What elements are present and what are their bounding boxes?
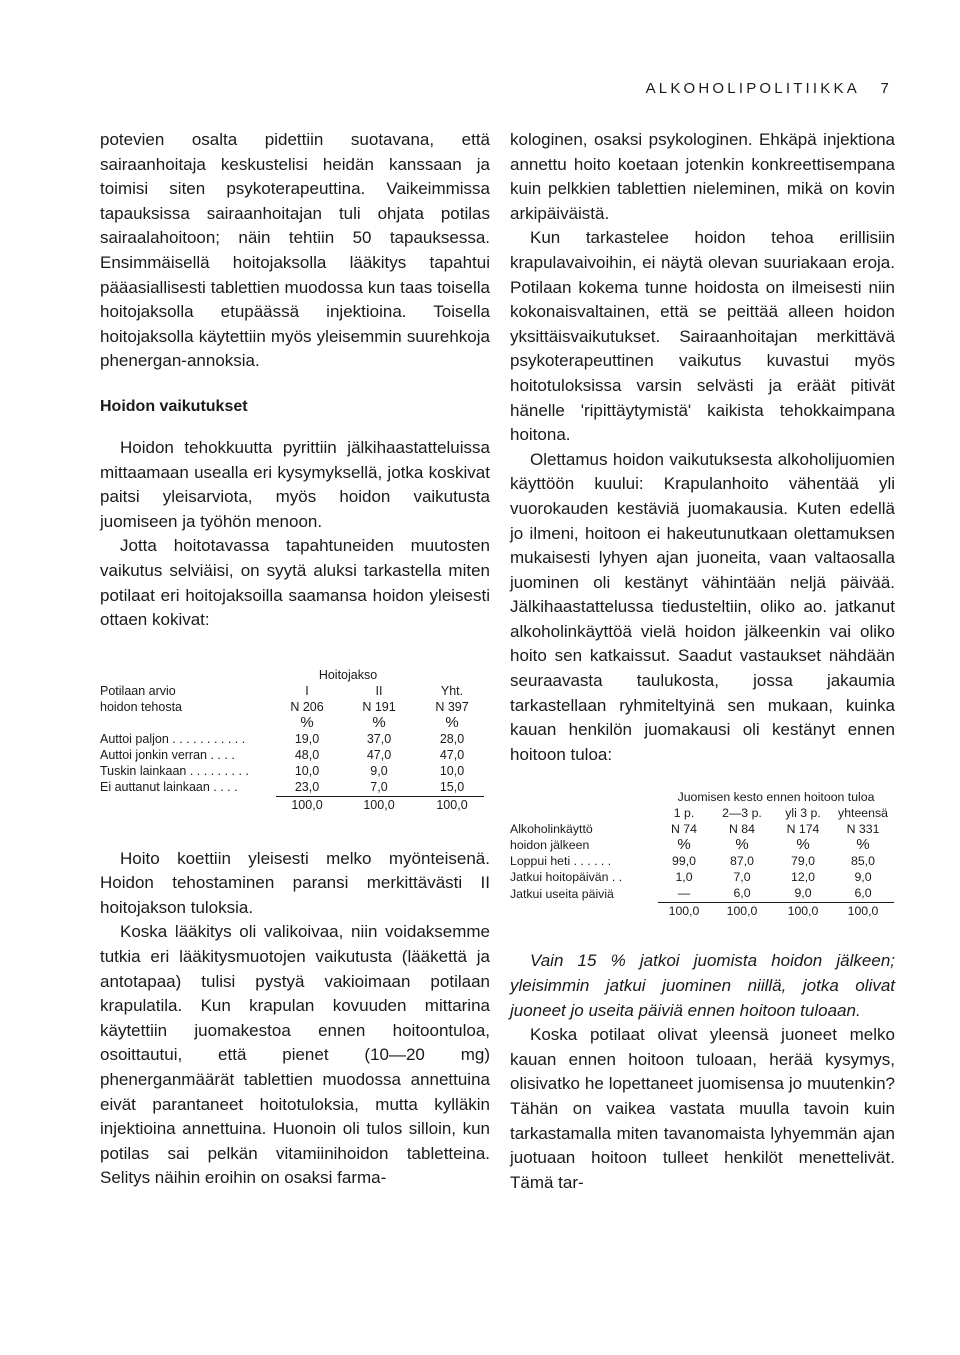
total-cell: 100,0 (291, 797, 323, 812)
total-cell: 100,0 (726, 904, 758, 919)
unit: % (677, 836, 691, 854)
cell: 47,0 (366, 747, 392, 762)
table-row (510, 853, 894, 869)
dot-leader: . . . . . . (570, 854, 612, 869)
cell: 79,0 (791, 854, 815, 869)
dot-leader: . . (608, 870, 623, 885)
paragraph: potevien osalta pidettiin suotavana, että sairaanhoitaja keskustelisi heidän kanssaan ja toimisi siten psykoterapeuttina. Vaikeimmissa tapauksissa sairaanhoitajan tuli ohjata potilas sairaalahoitoon; näin tehtiin 50 tapauksessa. Ensimmäisellä hoitojaksolla lääkitys tapahtui pääasiallisesti tablettien muodossa kun taas toisella hoitojaksolla etupäässä injektioina. Toisella hoitojaksolla käytettiin myös yleisemmin suurehkoja phenergan-annoksia. (100, 130, 490, 371)
cell: 6,0 (832, 885, 894, 903)
paragraph-emphasis: Vain 15 % jatkoi juomista hoidon jälkeen; yleisimmin jatkui juominen niillä, jotka olivat juoneet jo useita päiviä ennen hoitoon tuloaan. (510, 951, 895, 1020)
total-cell: 100,0 (847, 904, 879, 919)
paragraph: kologinen, osaksi psykologinen. Ehkäpä injektiona annettu hoito koetaan jotenkin konkreettisempana kuin pelkkien tablettien nieleminen, mikä on kovin arkipäiväistä. (510, 130, 895, 223)
unit: % (300, 713, 314, 731)
dot-leader: . . . . . . . . . . . (168, 731, 246, 746)
running-header (646, 80, 892, 97)
row-label: hoidon jälkeen (510, 838, 590, 853)
table-row (100, 731, 484, 747)
cell: 7,0 (733, 870, 751, 885)
paragraph: Kun tarkastelee hoidon tehoa erillisiin krapulavaivoihin, ei näytä olevan suuriakaan eroja. Potilaan kokema tunne hoidosta on ilmeisesti niin kokonaisvaltainen, että se peittää alleen hoidon yksittäisvaikutukset. Sairaanhoitajan merkittävä psykoterapeuttinen vaikutus kuvastui myös hoitotuloksissa varsin selvästi ja eräät pitivät hänelle 'ripittäytymistä' kaikista tehokkaimpana hoitona. (510, 228, 895, 445)
table-row (510, 869, 894, 885)
unit: % (735, 836, 749, 854)
column-header: 2—3 p. (722, 806, 762, 821)
cell: 48,0 (294, 747, 320, 762)
row-label: Jatkui hoitopäivän (510, 870, 609, 885)
paragraph: Koska potilaat olivat yleensä juoneet melko kauan ennen hoitoon tuloaan, herää kysymys, olisivatko he lopettaneet juomisensa jo muutenkin? Tähän on vaikea vastata muulla tavoin kuin tarkastamalla miten tavanomaista lyhyemmän ajan juotuaan hoitoon tulleet henkilöt menettelivät. Tämä tar- (510, 1025, 895, 1192)
unit: % (856, 836, 870, 854)
table-row (100, 779, 484, 797)
section-heading: Hoidon vaikutukset (100, 397, 248, 415)
unit: % (372, 713, 386, 731)
dot-leader: . . . . (207, 747, 235, 762)
total-cell: 100,0 (668, 904, 700, 919)
cell: 28,0 (439, 731, 465, 746)
column-header: II (375, 683, 383, 698)
cell: 37,0 (366, 731, 392, 746)
cell: 7,0 (338, 779, 420, 797)
cell: 12,0 (791, 870, 815, 885)
table-row (100, 747, 484, 763)
total-cell: 100,0 (787, 904, 819, 919)
column-header: Yht. (440, 683, 464, 698)
column-header: yhteensä (838, 806, 888, 821)
row-label: hoidon tehosta (100, 699, 183, 714)
table-group-header: Juomisen kesto ennen hoitoon tuloa (677, 790, 875, 805)
cell: 10,0 (294, 763, 320, 778)
dot-leader: . . . . (209, 780, 238, 795)
cell: 6,0 (710, 885, 774, 903)
n-value: N 397 (435, 699, 469, 714)
left-column (100, 128, 490, 1191)
row-label: Loppui heti (510, 854, 571, 869)
cell: 99,0 (672, 854, 696, 869)
table-row (100, 763, 484, 779)
total-cell: 100,0 (436, 797, 468, 812)
cell: — (658, 885, 710, 903)
total-cell: 100,0 (363, 797, 395, 812)
cell: 23,0 (276, 779, 338, 797)
table-juomisen-kesto (510, 789, 895, 919)
row-label: Auttoi jonkin verran (100, 747, 208, 762)
cell: 9,0 (854, 870, 872, 885)
cell: 19,0 (294, 731, 320, 746)
cell: 87,0 (730, 854, 754, 869)
row-label: Potilaan arvio (100, 683, 176, 698)
row-label: Alkoholinkäyttö (510, 822, 593, 837)
row-label: Tuskin lainkaan (100, 763, 187, 778)
table-total-row (510, 903, 894, 920)
cell: 15,0 (420, 779, 484, 797)
unit: % (445, 713, 459, 731)
running-title: ALKOHOLIPOLITIIKKA (645, 80, 860, 97)
table-row (510, 885, 894, 903)
column-header: I (305, 683, 309, 698)
right-column (510, 128, 895, 1195)
n-value: N 174 (786, 822, 820, 837)
row-label: Ei auttanut lainkaan (100, 780, 210, 795)
n-value: N 74 (671, 822, 697, 837)
paragraph: Hoito koettiin yleisesti melko myönteisenä. Hoidon tehostaminen paransi merkittävästi II hoitojakson tuloksia. (100, 848, 490, 917)
n-value: N 84 (729, 822, 755, 837)
dot-leader: . . . . . . . . . (186, 763, 249, 778)
n-value: N 206 (290, 699, 324, 714)
table-group-header: Hoitojakso (318, 667, 378, 682)
cell: 9,0 (774, 885, 832, 903)
cell: 85,0 (851, 854, 875, 869)
n-value: N 191 (362, 699, 396, 714)
row-label: Jatkui useita päiviä (510, 887, 614, 902)
table-hoidon-teho (100, 667, 490, 813)
paragraph: Hoidon tehokkuutta pyrittiin jälkihaastatteluissa mittaamaan usealla eri kysymyksellä, jotka koskivat paitsi yleisarviota, myös hoidon vaikutusta juomiseen ja työhön menoon. (100, 437, 490, 531)
cell: 10,0 (439, 763, 465, 778)
row-label: Auttoi paljon (100, 731, 169, 746)
cell: 1,0 (675, 870, 693, 885)
n-value: N 331 (846, 822, 880, 837)
table-total-row (100, 796, 484, 813)
column-header: 1 p. (673, 806, 695, 821)
paragraph: Jotta hoitotavassa tapahtuneiden muutosten vaikutus selviäisi, on syytä aluksi tarkastella miten potilaat eri hoitojaksoilla saamansa hoidon yleisesti ottaen kokivat: (100, 536, 490, 630)
cell: 47,0 (439, 747, 465, 762)
cell: 9,0 (370, 763, 388, 778)
unit: % (796, 836, 810, 854)
paragraph: Koska lääkitys oli valikoivaa, niin voidaksemme tutkia eri lääkitysmuotojen vaikutusta (lääkettä ja antotapaa) tulisi pystyä vakioimaan potilaan krapulatila. Kun krapulan kovuuden mittarina käytettiin juomakestoa ennen hoitoontuloa, osoittautui, että pienet (10—20 mg) phenerganmäärät tablettien muodossa annettuina eivät parantaneet hoitotuloksia, mutta kylläkin injektioina annettuina. Huonoin oli tulos silloin, kun potilas sai pelkän vitamiinihoidon tabletteina. Selitys näihin eroihin on osaksi farma- (100, 922, 490, 1188)
paragraph: Olettamus hoidon vaikutuksesta alkoholijuomien käyttöön kuului: Krapulanhoito vähentää yli vuorokauden kestäviä juomakausia. Kuten edellä jo ilmeni, hoitoon ei hakeutunutkaan olettamuksen mukaisesti lyhyen ajan juoneita, vaan valtaosalla juominen oli kestänyt vähintään neljä päivää. Jälkihaastattelussa tiedusteltiin, oliko ao. jatkanut alkoholinkäyttöä vielä hoidon jälkeenkin vai oliko hoito sen katkaissut. Saadut vastaukset nähdään seuraavasta taulukosta, jossa jakaumia tarkastellaan ryhmiteltyinä sen mukaan, kuinka kauan henkilön juomakausi oli kestänyt ennen hoitoon tuloa: (510, 449, 895, 764)
page-number: 7 (880, 80, 892, 97)
column-header: yli 3 p. (785, 806, 821, 821)
